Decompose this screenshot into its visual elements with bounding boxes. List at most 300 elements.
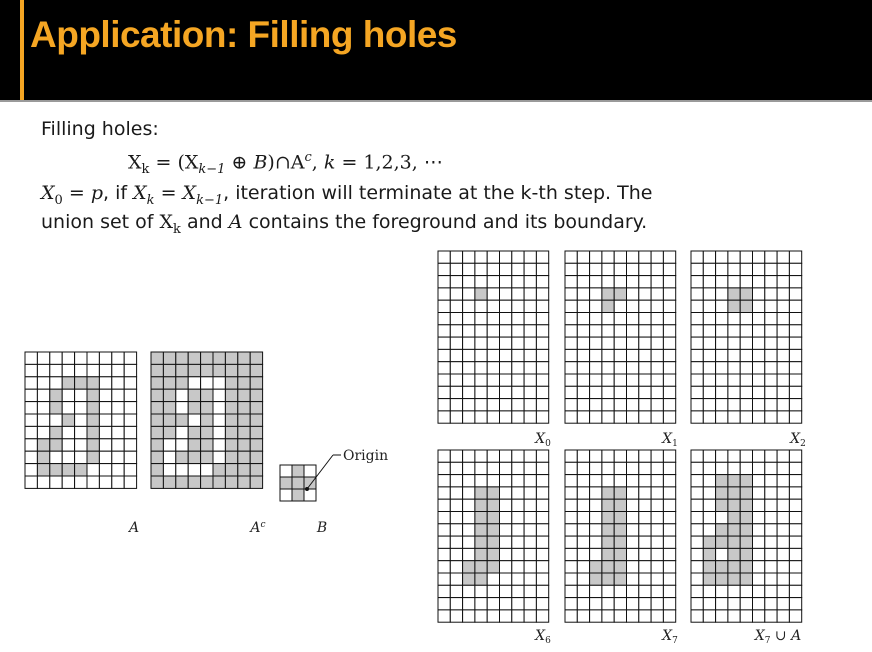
filled-cell <box>238 364 250 376</box>
empty-cell <box>463 475 475 487</box>
empty-cell <box>691 276 703 288</box>
filled-cell <box>225 352 237 364</box>
filled-cell <box>163 426 175 438</box>
empty-cell <box>602 386 614 398</box>
empty-cell <box>691 585 703 597</box>
empty-cell <box>75 451 87 463</box>
grid-x2 <box>691 251 806 449</box>
empty-cell <box>716 399 728 411</box>
empty-cell <box>438 411 450 423</box>
empty-cell <box>438 499 450 511</box>
empty-cell <box>75 476 87 488</box>
empty-cell <box>614 462 626 474</box>
empty-cell <box>728 585 740 597</box>
empty-cell <box>777 598 789 610</box>
empty-cell <box>590 462 602 474</box>
formula-complement: A <box>290 151 305 174</box>
empty-cell <box>500 288 512 300</box>
empty-cell <box>651 349 663 361</box>
empty-cell <box>524 610 536 622</box>
empty-cell <box>524 548 536 560</box>
empty-cell <box>639 512 651 524</box>
empty-cell <box>536 362 548 374</box>
empty-cell <box>577 337 589 349</box>
empty-cell <box>728 263 740 275</box>
empty-cell <box>536 300 548 312</box>
empty-cell <box>565 462 577 474</box>
empty-cell <box>703 276 715 288</box>
empty-cell <box>691 386 703 398</box>
empty-cell <box>124 389 136 401</box>
empty-cell <box>536 512 548 524</box>
filled-cell <box>740 300 752 312</box>
filled-cell <box>151 476 163 488</box>
empty-cell <box>577 585 589 597</box>
empty-cell <box>639 462 651 474</box>
empty-cell <box>740 349 752 361</box>
empty-cell <box>536 337 548 349</box>
empty-cell <box>524 337 536 349</box>
grid-label-x1 <box>661 431 678 449</box>
empty-cell <box>500 524 512 536</box>
filled-cell <box>703 561 715 573</box>
empty-cell <box>463 325 475 337</box>
empty-cell <box>663 450 675 462</box>
empty-cell <box>463 276 475 288</box>
empty-cell <box>25 414 37 426</box>
empty-cell <box>536 411 548 423</box>
filled-cell <box>176 476 188 488</box>
empty-cell <box>728 598 740 610</box>
empty-cell <box>590 325 602 337</box>
filled-cell <box>475 288 487 300</box>
empty-cell <box>753 573 765 585</box>
empty-cell <box>304 489 316 501</box>
filled-cell <box>614 499 626 511</box>
empty-cell <box>740 313 752 325</box>
empty-cell <box>590 475 602 487</box>
empty-cell <box>512 313 524 325</box>
filled-cell <box>87 389 99 401</box>
empty-cell <box>565 288 577 300</box>
filled-cell <box>602 536 614 548</box>
filled-cell <box>716 536 728 548</box>
empty-cell <box>590 610 602 622</box>
empty-cell <box>500 598 512 610</box>
empty-cell <box>753 276 765 288</box>
empty-cell <box>512 288 524 300</box>
empty-cell <box>765 512 777 524</box>
filled-cell <box>176 451 188 463</box>
empty-cell <box>602 610 614 622</box>
empty-cell <box>487 276 499 288</box>
empty-cell <box>789 475 801 487</box>
empty-cell <box>565 573 577 585</box>
empty-cell <box>765 499 777 511</box>
empty-cell <box>789 561 801 573</box>
empty-cell <box>614 337 626 349</box>
filled-cell <box>590 561 602 573</box>
filled-cell <box>250 364 262 376</box>
empty-cell <box>463 251 475 263</box>
grid-label-sub: 7 <box>672 636 678 646</box>
empty-cell <box>577 374 589 386</box>
filled-cell <box>614 548 626 560</box>
empty-cell <box>789 499 801 511</box>
empty-cell <box>487 337 499 349</box>
empty-cell <box>728 411 740 423</box>
filled-cell <box>50 426 62 438</box>
filled-cell <box>188 451 200 463</box>
empty-cell <box>487 362 499 374</box>
empty-cell <box>500 610 512 622</box>
empty-cell <box>512 399 524 411</box>
filled-cell <box>151 464 163 476</box>
empty-cell <box>639 487 651 499</box>
empty-cell <box>753 475 765 487</box>
empty-cell <box>651 300 663 312</box>
empty-cell <box>777 411 789 423</box>
empty-cell <box>753 512 765 524</box>
empty-cell <box>99 464 111 476</box>
filled-cell <box>602 561 614 573</box>
empty-cell <box>651 251 663 263</box>
empty-cell <box>577 263 589 275</box>
empty-cell <box>87 352 99 364</box>
empty-cell <box>740 610 752 622</box>
empty-cell <box>536 374 548 386</box>
empty-cell <box>777 487 789 499</box>
empty-cell <box>614 399 626 411</box>
empty-cell <box>753 585 765 597</box>
filled-cell <box>250 352 262 364</box>
empty-cell <box>450 251 462 263</box>
empty-cell <box>512 462 524 474</box>
empty-cell <box>602 337 614 349</box>
grid-label-ac <box>248 520 265 536</box>
empty-cell <box>753 536 765 548</box>
filled-cell <box>250 426 262 438</box>
empty-cell <box>627 524 639 536</box>
formula-open: (X <box>177 151 199 174</box>
empty-cell <box>627 313 639 325</box>
empty-cell <box>627 573 639 585</box>
empty-cell <box>703 524 715 536</box>
empty-cell <box>99 439 111 451</box>
empty-cell <box>716 325 728 337</box>
empty-cell <box>789 337 801 349</box>
filled-cell <box>188 426 200 438</box>
empty-cell <box>740 411 752 423</box>
empty-cell <box>512 512 524 524</box>
empty-cell <box>536 251 548 263</box>
empty-cell <box>651 411 663 423</box>
empty-cell <box>627 362 639 374</box>
empty-cell <box>577 475 589 487</box>
empty-cell <box>512 251 524 263</box>
empty-cell <box>590 337 602 349</box>
empty-cell <box>789 313 801 325</box>
empty-cell <box>651 313 663 325</box>
empty-cell <box>777 548 789 560</box>
filled-cell <box>463 561 475 573</box>
empty-cell <box>25 402 37 414</box>
empty-cell <box>438 386 450 398</box>
empty-cell <box>565 475 577 487</box>
empty-cell <box>438 548 450 560</box>
filled-cell <box>201 414 213 426</box>
empty-cell <box>691 325 703 337</box>
empty-cell <box>691 450 703 462</box>
empty-cell <box>639 325 651 337</box>
filled-cell <box>163 352 175 364</box>
empty-cell <box>753 411 765 423</box>
grids-layer <box>25 251 806 646</box>
empty-cell <box>438 573 450 585</box>
empty-cell <box>475 399 487 411</box>
empty-cell <box>500 349 512 361</box>
empty-cell <box>487 399 499 411</box>
empty-cell <box>577 411 589 423</box>
empty-cell <box>703 263 715 275</box>
empty-cell <box>75 352 87 364</box>
filled-cell <box>201 352 213 364</box>
empty-cell <box>524 561 536 573</box>
empty-cell <box>777 300 789 312</box>
empty-cell <box>62 402 74 414</box>
empty-cell <box>213 439 225 451</box>
empty-cell <box>475 475 487 487</box>
empty-cell <box>163 439 175 451</box>
empty-cell <box>765 313 777 325</box>
empty-cell <box>99 377 111 389</box>
empty-cell <box>213 451 225 463</box>
empty-cell <box>627 462 639 474</box>
empty-cell <box>777 524 789 536</box>
empty-cell <box>87 464 99 476</box>
empty-cell <box>124 377 136 389</box>
empty-cell <box>691 573 703 585</box>
filled-cell <box>238 464 250 476</box>
empty-cell <box>512 536 524 548</box>
empty-cell <box>716 276 728 288</box>
union-a: A <box>228 211 243 233</box>
empty-cell <box>536 487 548 499</box>
empty-cell <box>765 251 777 263</box>
empty-cell <box>639 475 651 487</box>
filled-cell <box>163 377 175 389</box>
grid-label-x6 <box>534 628 551 646</box>
condition-tail: iteration will terminate at the k-th step. The <box>235 182 653 204</box>
filled-cell <box>740 561 752 573</box>
empty-cell <box>565 561 577 573</box>
filled-cell <box>163 414 175 426</box>
empty-cell <box>99 352 111 364</box>
empty-cell <box>450 548 462 560</box>
empty-cell <box>765 561 777 573</box>
empty-cell <box>25 352 37 364</box>
empty-cell <box>463 411 475 423</box>
empty-cell <box>691 362 703 374</box>
empty-cell <box>703 362 715 374</box>
empty-cell <box>627 512 639 524</box>
filled-cell <box>463 573 475 585</box>
empty-cell <box>124 426 136 438</box>
empty-cell <box>663 548 675 560</box>
filled-cell <box>487 499 499 511</box>
empty-cell <box>777 536 789 548</box>
empty-cell <box>524 411 536 423</box>
empty-cell <box>765 487 777 499</box>
empty-cell <box>524 585 536 597</box>
empty-cell <box>37 352 49 364</box>
empty-cell <box>590 362 602 374</box>
empty-cell <box>627 276 639 288</box>
empty-cell <box>524 399 536 411</box>
empty-cell <box>602 313 614 325</box>
empty-cell <box>536 573 548 585</box>
filled-cell <box>728 475 740 487</box>
empty-cell <box>590 386 602 398</box>
empty-cell <box>691 475 703 487</box>
empty-cell <box>75 426 87 438</box>
empty-cell <box>639 499 651 511</box>
empty-cell <box>614 585 626 597</box>
empty-cell <box>50 451 62 463</box>
empty-cell <box>450 263 462 275</box>
empty-cell <box>536 561 548 573</box>
grid-label-sub: 7 <box>764 636 771 646</box>
empty-cell <box>487 573 499 585</box>
empty-cell <box>524 263 536 275</box>
empty-cell <box>438 462 450 474</box>
empty-cell <box>577 362 589 374</box>
empty-cell <box>438 374 450 386</box>
empty-cell <box>112 476 124 488</box>
filled-cell <box>614 573 626 585</box>
empty-cell <box>663 524 675 536</box>
empty-cell <box>124 476 136 488</box>
empty-cell <box>50 364 62 376</box>
empty-cell <box>716 337 728 349</box>
filled-cell <box>475 573 487 585</box>
empty-cell <box>740 263 752 275</box>
empty-cell <box>691 536 703 548</box>
filled-cell <box>213 364 225 376</box>
filled-cell <box>176 414 188 426</box>
empty-cell <box>487 462 499 474</box>
empty-cell <box>536 288 548 300</box>
empty-cell <box>663 349 675 361</box>
empty-cell <box>639 251 651 263</box>
condition-comma1: , <box>102 182 110 204</box>
empty-cell <box>590 288 602 300</box>
empty-cell <box>512 475 524 487</box>
empty-cell <box>577 598 589 610</box>
empty-cell <box>487 610 499 622</box>
empty-cell <box>62 352 74 364</box>
filled-cell <box>201 389 213 401</box>
filled-cell <box>475 512 487 524</box>
empty-cell <box>487 585 499 597</box>
filled-cell <box>225 439 237 451</box>
filled-cell <box>740 524 752 536</box>
empty-cell <box>765 548 777 560</box>
empty-cell <box>500 573 512 585</box>
empty-cell <box>487 263 499 275</box>
empty-cell <box>703 512 715 524</box>
empty-cell <box>651 337 663 349</box>
empty-cell <box>565 349 577 361</box>
empty-cell <box>590 585 602 597</box>
empty-cell <box>112 464 124 476</box>
empty-cell <box>728 374 740 386</box>
empty-cell <box>789 524 801 536</box>
empty-cell <box>524 386 536 398</box>
empty-cell <box>500 386 512 398</box>
filled-cell <box>151 426 163 438</box>
empty-cell <box>663 313 675 325</box>
empty-cell <box>487 475 499 487</box>
empty-cell <box>728 610 740 622</box>
filled-cell <box>487 561 499 573</box>
filled-cell <box>728 524 740 536</box>
grid-label-x0 <box>534 431 551 449</box>
empty-cell <box>99 402 111 414</box>
filled-cell <box>62 464 74 476</box>
grid-label-sub: 2 <box>800 439 806 449</box>
empty-cell <box>703 288 715 300</box>
empty-cell <box>789 462 801 474</box>
empty-cell <box>577 288 589 300</box>
empty-cell <box>691 313 703 325</box>
empty-cell <box>663 610 675 622</box>
empty-cell <box>777 288 789 300</box>
grid-label-suffix: ∪ A <box>770 628 802 644</box>
empty-cell <box>663 475 675 487</box>
empty-cell <box>627 288 639 300</box>
empty-cell <box>765 386 777 398</box>
empty-cell <box>703 251 715 263</box>
empty-cell <box>475 386 487 398</box>
empty-cell <box>524 362 536 374</box>
empty-cell <box>602 399 614 411</box>
empty-cell <box>590 399 602 411</box>
filled-cell <box>487 536 499 548</box>
grid-a <box>25 352 139 536</box>
filled-cell <box>475 487 487 499</box>
empty-cell <box>651 399 663 411</box>
filled-cell <box>716 475 728 487</box>
filled-cell <box>75 377 87 389</box>
empty-cell <box>590 300 602 312</box>
empty-cell <box>716 585 728 597</box>
empty-cell <box>524 313 536 325</box>
filled-cell <box>740 499 752 511</box>
empty-cell <box>565 499 577 511</box>
filled-cell <box>728 512 740 524</box>
filled-cell <box>188 476 200 488</box>
empty-cell <box>37 414 49 426</box>
empty-cell <box>565 263 577 275</box>
filled-cell <box>740 475 752 487</box>
filled-cell <box>225 451 237 463</box>
filled-cell <box>716 573 728 585</box>
empty-cell <box>163 464 175 476</box>
empty-cell <box>536 399 548 411</box>
empty-cell <box>124 402 136 414</box>
filled-cell <box>728 300 740 312</box>
